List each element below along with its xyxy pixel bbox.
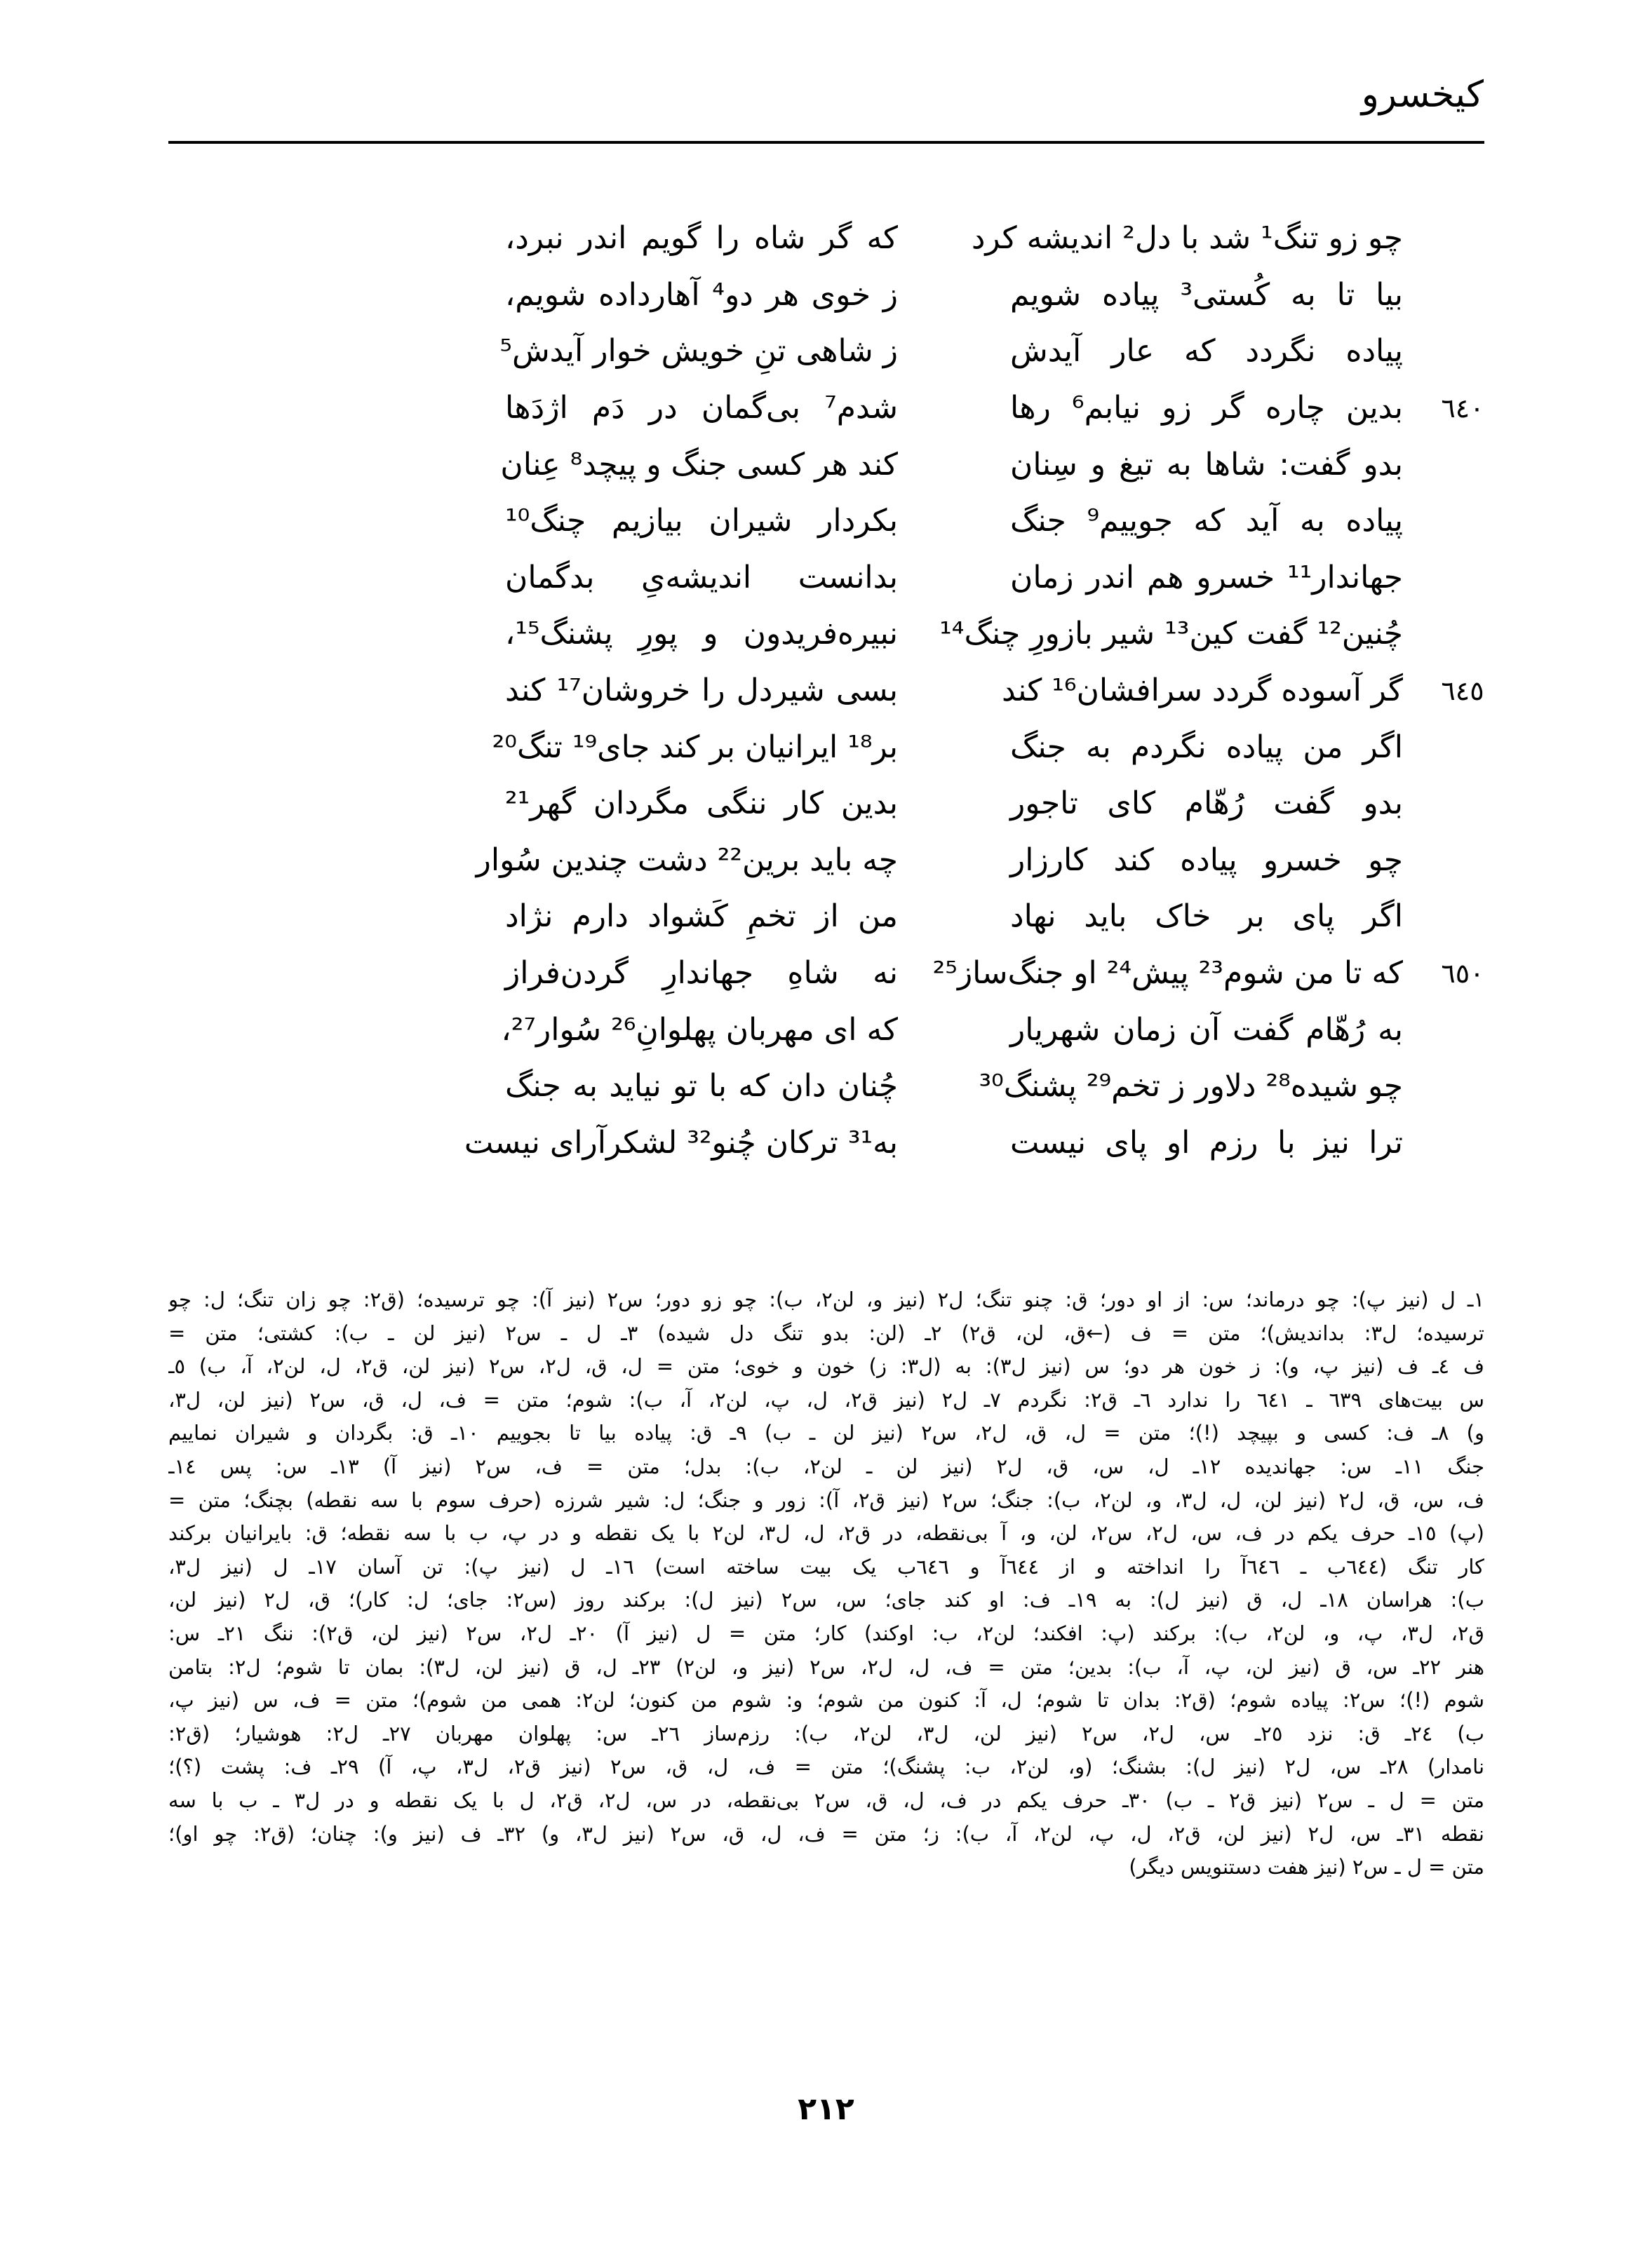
hemistich-left: به³¹ ترکان چُنو³² لشکرآرای نیست bbox=[464, 1124, 898, 1161]
couplet bbox=[302, 776, 1452, 832]
hemistich-left: نه شاهِ جهاندارِ گردن‌فراز bbox=[505, 955, 898, 992]
couplet bbox=[302, 832, 1452, 889]
footnote-line: ف، س، ق، ل٢ (نیز لن، ل، ل٣، و، لن٢، ب): جنگ؛ س٢ (نیز ق٢، آ): زور و جنگ؛ ل: شیر شرزه (حرف سوم با سه نقطه) بچنگ؛ متن = bbox=[168, 1487, 1484, 1512]
footnote-line: متن = ل ـ س٢ (نیز هفت دستنویس دیگر) bbox=[1129, 1855, 1484, 1879]
footnote-line: ف ٤ـ ف (نیز پ، و): ز خون هر دو؛ س (نیز ل٣): به (ل٣: ز) خون و خوی؛ متن = ل، ق، ل٢، س٢ (نیز لن، ق٢، ل، لن٢، آ، ب) ٥ـ bbox=[168, 1354, 1484, 1379]
hemistich-right: بدو گفت رُهّام کای تاجور bbox=[1010, 785, 1403, 822]
hemistich-right: اگر من پیاده نگردم به جنگ bbox=[1010, 729, 1403, 765]
footnote-line: ١ـ ل (نیز پ): چو درماند؛ س: از او دور؛ ق: چنو تنگ؛ ل٢ (نیز و، لن٢، ب): چو زو دور؛ س٢ (نیز آ): چو ترسیده؛ (ق٢: چو زان تنگ؛ ل: چو bbox=[168, 1288, 1484, 1311]
hemistich-left: من از تخمِ کَشواد دارم نژاد bbox=[505, 898, 898, 935]
footnote-line: شوم (!)؛ س٢: پیاده شوم؛ (ق٢: بدان تا شوم؛ ل، آ: کنون من شوم؛ و: شوم من کنون؛ لن٢: همی من شوم)؛ متن = ف، س (نیز پ، bbox=[168, 1688, 1484, 1713]
verse-number: ٦٤٠ bbox=[1441, 392, 1484, 424]
footnote-line: متن = ل ـ س٢ (نیز ق٢ ـ ب) ٣٠ـ حرف یکم در ف، ل، ق، س٢ بی‌نقطه، در س، ل٢، ق٢، ل با یک نقطه و در ل٣ ـ ب با سه bbox=[168, 1788, 1484, 1812]
hemistich-right: چو شیده²⁸ دلاور ز تخم²⁹ پشنگ³⁰ bbox=[979, 1068, 1403, 1105]
hemistich-left: بکردار شیران بیازیم چنگ¹⁰ bbox=[505, 503, 898, 539]
verse-number: ٦٤٥ bbox=[1441, 675, 1484, 706]
footnote-line: و) ٨ـ ف: کسی و بپیچد (!)؛ متن = ل، ق، ل٢، س٢ (نیز لن ـ ب) ٩ـ ق: پیاده بیا تا بجوییم ١٠ـ ق: بگردان و شیران نماییم bbox=[168, 1421, 1484, 1445]
footnote-line: (پ) ١٥ـ حرف یکم در ف، س، ل٢، س٢، لن، و، آ بی‌نقطه، در ق٢، ل، ل٣، لن٢ با یک نقطه و در پ، ب با سه نقطه؛ ق: بایرانیان برکند bbox=[168, 1521, 1484, 1546]
footnote-line: ترسیده؛ ل٣: بداندیش)؛ متن = ف (←ق، لن، ق٢) ٢ـ (لن: بدو تنگ دل شیده) ٣ـ ل ـ س٢ (نیز لن ـ ب): کشتی؛ متن = bbox=[168, 1321, 1484, 1345]
hemistich-left: چه باید برین²² دشت چندین سُوار bbox=[476, 842, 898, 878]
footnote-line: کار تنگ (٦٤٤ب ـ ٦٤٦آ را انداخته و از ٦٤٤آ و ٦٤٦ب یک بیت ساخته است) ١٦ـ ل (نیز پ): تن آسان ١٧ـ ل (نیز ل٣، bbox=[168, 1554, 1484, 1579]
hemistich-right: اگر پای بر خاک باید نهاد bbox=[1010, 898, 1403, 935]
hemistich-right: چُنین¹² گفت کین¹³ شیر بازورِ چنگ¹⁴ bbox=[939, 616, 1403, 652]
hemistich-right: ترا نیز با رزم او پای نیست bbox=[1010, 1124, 1403, 1161]
footnote-line: نامدار) ٢٨ـ س، ل٢ (نیز ل): بشنگ؛ (و، لن٢، ب: پشنگ)؛ متن = ف، ل، ق، س٢ (نیز ق٢، ل٣، پ، آ) ٢٩ـ ف: پشت (؟)؛ bbox=[168, 1755, 1484, 1779]
couplet bbox=[302, 663, 1484, 720]
footnote-line: نقطه ٣١ـ س، ل٢ (نیز لن، ق٢، ل، پ، لن٢، آ، ب): ز؛ متن = ف، ل، ق، س٢ (نیز ل٣، و) ٣٢ـ ف (نیز و): چنان؛ (ق٢: چو او)؛ bbox=[168, 1821, 1484, 1846]
hemistich-right: بدو گفت: شاها به تیغ و سِنان bbox=[1010, 446, 1403, 482]
hemistich-right: جهاندار¹¹ خسرو هم اندر زمان bbox=[1010, 559, 1403, 595]
verse-block bbox=[302, 210, 1484, 1171]
hemistich-left: کند هر کسی جنگ و پیچد⁸ عِنان bbox=[500, 446, 898, 482]
hemistich-left: ز خوی هر دو⁴ آهارداده شویم، bbox=[505, 276, 898, 313]
hemistich-left: بر¹⁸ ایرانیان بر کند جای¹⁹ تنگ²⁰ bbox=[492, 729, 898, 765]
critical-apparatus-footnotes bbox=[168, 1283, 1484, 1884]
hemistich-right: گر آسوده گردد سرافشان¹⁶ کند bbox=[1001, 673, 1403, 709]
footnote-line: س بیت‌های ٦٣٩ ـ ٦٤١ را ندارد ٦ـ ق٢: نگردم ٧ـ ل٢ (نیز ق٢، ل، پ، لن٢، آ، ب): شوم؛ متن = ف، ل، ق، س٢ (نیز لن، ل٣، bbox=[168, 1387, 1484, 1412]
footnote-line: هنر ٢٢ـ س، ق (نیز لن، پ، آ، ب): بدین؛ متن = ف، ل، ل٢، س٢ (نیز و، لن٢) ٢٣ـ ل، ق (نیز لن، ل٣): بمان تا شوم؛ ل٢: بتامن bbox=[168, 1654, 1484, 1679]
couplet bbox=[302, 719, 1452, 776]
couplet bbox=[302, 606, 1452, 663]
hemistich-right: پیاده به آید که جوییم⁹ جنگ bbox=[1010, 503, 1404, 539]
hemistich-left: شدم⁷ بی‌گمان در دَم اژدَها bbox=[505, 390, 898, 426]
couplet bbox=[302, 1115, 1452, 1172]
couplet bbox=[302, 493, 1452, 550]
footnote-line: ب): هراسان ١٨ـ ل، ق (نیز ل): به ١٩ـ ف: او کند جای؛ س، س٢ (نیز ل): برکند روز (س٢: جای؛ ل: کار)؛ ق، ل٢ (نیز لن، bbox=[168, 1588, 1484, 1612]
hemistich-right: چو زو تنگ¹ شد با دل² اندیشه کرد bbox=[971, 220, 1403, 257]
footnote-line: ق٢، ل٣، پ، و، لن٢، ب): برکند (پ: افکند؛ لن٢، ب: اوکند) کار؛ متن = ل (نیز آ) ٢٠ـ ل٢، س٢ (نیز لن، ق٢): ننگ ٢١ـ س: bbox=[168, 1621, 1484, 1645]
header-rule bbox=[168, 141, 1484, 144]
couplet bbox=[302, 1058, 1452, 1115]
couplet bbox=[302, 380, 1484, 437]
couplet bbox=[302, 210, 1452, 267]
hemistich-left: که ای مهربان پهلوانِ²⁶ سُوار²⁷، bbox=[501, 1011, 898, 1048]
page-number: ٢١٢ bbox=[798, 2091, 854, 2127]
hemistich-right: به رُهّام گفت آن زمان شهریار bbox=[1010, 1011, 1403, 1048]
couplet bbox=[302, 1001, 1452, 1058]
hemistich-left: بدانست اندیشه‌یِ بدگمان bbox=[505, 559, 898, 595]
hemistich-right: بدین چاره گر زو نیابم⁶ رها bbox=[1010, 390, 1403, 426]
hemistich-right: بیا تا به کُستی³ پیاده شویم bbox=[1010, 276, 1403, 313]
running-header-title: کیخسرو bbox=[1361, 74, 1484, 116]
couplet bbox=[302, 267, 1452, 324]
hemistich-left: بدین کار ننگی مگردان گهر²¹ bbox=[505, 785, 898, 822]
hemistich-left: که گر شاه را گویم اندر نبرد، bbox=[505, 220, 898, 257]
hemistich-right: پیاده نگردد که عار آیدش bbox=[1010, 333, 1403, 370]
hemistich-right: چو خسرو پیاده کند کارزار bbox=[1010, 842, 1403, 878]
footnote-line: ب) ٢٤ـ ق: نزد ٢٥ـ س، ل٢، س٢ (نیز لن، ل٣، لن٢، ب): رزم‌ساز ٢٦ـ س: پهلوان مهربان ٢٧ـ ل٢: هوشیار؛ (ق٢: bbox=[168, 1721, 1484, 1746]
verse-number: ٦٥٠ bbox=[1441, 957, 1484, 989]
couplet bbox=[302, 323, 1452, 380]
couplet bbox=[302, 945, 1484, 1002]
hemistich-left: بسی شیردل را خروشان¹⁷ کند bbox=[505, 673, 898, 709]
couplet bbox=[302, 889, 1452, 945]
couplet bbox=[302, 436, 1452, 493]
hemistich-right: که تا من شوم²³ پیش²⁴ او جنگ‌ساز²⁵ bbox=[932, 955, 1403, 992]
footnote-line: جنگ ١١ـ س: جهاندیده ١٢ـ ل، س، ق، ل٢ (نیز لن ـ لن٢، ب): بدل؛ متن = ف، س٢ (نیز آ) ١٣ـ س: پس ١٤ـ bbox=[168, 1454, 1484, 1478]
hemistich-left: نبیره‌فریدون و پورِ پشنگ¹⁵، bbox=[505, 616, 898, 652]
hemistich-left: چُنان دان که با تو نیاید به جنگ bbox=[505, 1068, 898, 1105]
hemistich-left: ز شاهی تنِ خویش خوار آیدش⁵ bbox=[499, 333, 898, 370]
couplet bbox=[302, 550, 1452, 607]
